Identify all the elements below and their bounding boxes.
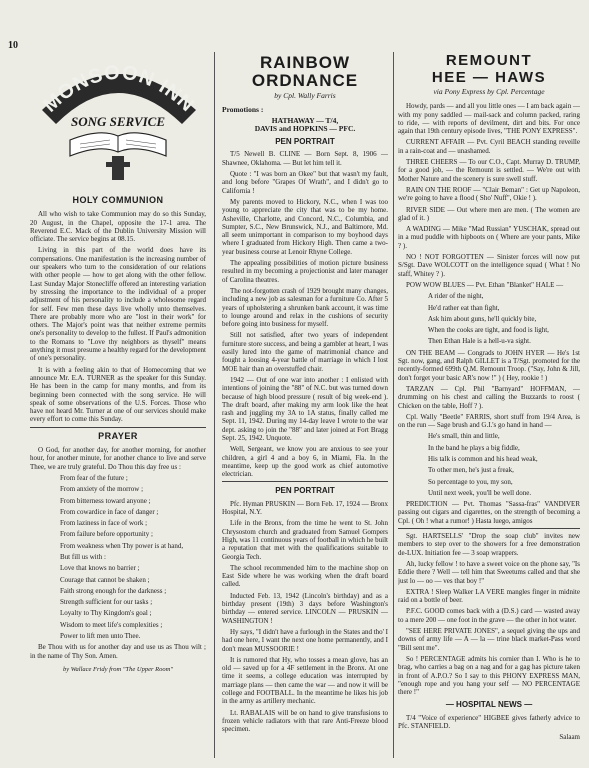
prayer-credit: by Wallace Fridy from "The Upper Room"	[62, 665, 174, 673]
pen-portrait-heading: PEN PORTRAIT	[275, 486, 335, 496]
article-paragraph: RIVER SIDE — Out where men are men. ( The women are glad of it. )	[398, 205, 580, 222]
article-paragraph: Howdy, pards — and all you little ones — I am back again — with my pony saddled — mail-sack and column packed, raring to ride, — with reports of devilment, dirt and bits. For once again that 19th century episode lives, "THE PONY EXPRESS".	[398, 102, 580, 136]
article-paragraph: PREDICTION — Pvt. Thomas "Sassa-fras" VANDIVER passing out cigars and cigarettes, on the strength of becoming a Cpl. ( Oh ! what a rumor! ) Hasta luego, amigos	[398, 500, 580, 525]
sign-off: Salaam	[559, 733, 580, 742]
column-left	[30, 52, 206, 762]
article-paragraph: THREE CHEERS — To our C.O., Capt. Murray D. TRUMP, for a good job, — the Remount is settled. — We're out with Mother Nature and the scenery is sure swell stuff.	[398, 158, 580, 183]
prayer-verse: Loyalty to Thy Kingdom's goal ;	[60, 609, 152, 618]
article-paragraph: 1942 — Out of one war into another : I enlisted with intentions of joining the "88" of N.C. but was turned down because of high blood pressure ( result of big week-end ). The draft board, after making my arm look like the heat rash and juggling my 3A to 1A status, finally called me Sept. 11, 1942. During my 14-day leave I wrote to the war dept. asking to join the "88" and later joined at Fort Bragg Sept. 25, 1942. Unquote.	[222, 375, 388, 442]
byline: via Pony Express by Cpl. Percentage	[433, 87, 545, 96]
article-paragraph: P.F.C. GOOD comes back with a (D.S.) card — wasted away to a mere 200 — one foot in the grave — the other in hot water.	[398, 607, 580, 624]
column-right	[398, 52, 580, 762]
promotion-line: HATHAWAY — T/4,	[271, 115, 339, 125]
poem-line: Ask him about guns, he'll quickly bite,	[428, 314, 537, 323]
logo-title-text: MONSOON INN	[39, 61, 199, 117]
article-paragraph: TARZAN — Cpl. Phil "Barnyard" HOFFMAN, — drumming on his chest and calling the Buzzards to roost ( Chicken on the table, Hoff ? ).	[398, 384, 580, 410]
article-paragraph: EXTRA ! Sleep Walker LA VERE mangles finger in midnite raid on a bottle of beer.	[398, 587, 580, 605]
article-paragraph: T/5 Newell B. CLINE — Born Sept. 8, 1906 — Shawnee, Oklahoma. — But let him tell it.	[222, 150, 388, 167]
column-rule-right	[393, 52, 394, 758]
poem-line: In the band he plays a big fiddle,	[428, 443, 520, 452]
prayer-close: Be Thou with us for another day and use us as Thou wilt ; in the name of Thy Son. Amen.	[30, 643, 206, 660]
prayer-verse: From weakness when Thy power is at hand,	[60, 541, 184, 550]
divider	[398, 528, 580, 529]
prayer-verse: From bitterness toward anyone ;	[60, 496, 151, 505]
article-paragraph: Lt. RABALAIS will be on hand to give transfusions to frozen vehicle radiators with that rare Anti-Freeze blood specimen.	[222, 708, 388, 734]
article-paragraph: Pfc. Hyman PRUSKIN — Born Feb. 17, 1924 — Bronx Hospital, N.Y.	[222, 499, 388, 517]
article-paragraph: Ah, lucky fellow ! to have a sweet voice on the phone say, "Is Eddie there ? Well — tell him that Sweetums called and that she just lo — oo — ves that boy !"	[398, 559, 580, 585]
article-paragraph: Quote : "I was born an Okee" but that wasn't my fault, and long before "Grapes Of Wrath", and I didn't go to California !	[222, 170, 388, 195]
prayer-intro: O God, for another day, for another morning, for another hour, for another minute, for another chance to live and serve Thee, we are truly grateful. Do Thou this day free us :	[30, 446, 206, 471]
article-paragraph: Hy says, "I didn't have a furlough in the States and tho' I had one here, I want the next one home permanently, and I don't mean MUSSOORIE !	[222, 627, 388, 653]
prayer-verse: From laziness in face of work ;	[60, 519, 148, 528]
column-rule-left	[214, 52, 215, 758]
article-paragraph: CURRENT AFFAIR — Pvt. Cyril BEACH standing reveille in a rain-coat and — unashamed.	[398, 138, 580, 155]
promotion-line: DAVIS and HOPKINS — PFC.	[254, 123, 356, 133]
holy-communion-text: All who wish to take Communion may do so this Sunday, 20 August, in the Chapel, opposite the 17-1 area. The Reverend E.C. Mack of the Dublin University Mission will officiate. The service begins at 08.15.	[30, 210, 206, 244]
hee-haws-title: HEE — HAWS	[431, 69, 547, 86]
prayer-heading: PRAYER	[98, 430, 138, 441]
article-paragraph: Sgt. HARTSELLS' "Drop the soap club" invites new members to step over to the showers for a free demonstration de-LUX. Initiation fee — 3 soap wrappers.	[398, 532, 580, 557]
article-paragraph: Still not satisfied, after two years of independent furniture store success, and being a gambler at heart, I was easily lured into the game of matrimonial chance and fought a loosing 4-year battle of marriage in which I lost MOE hair than an overstuffed chair.	[222, 331, 388, 373]
article-paragraph: "SEE HERE PRIVATE JONES", a sequel giving the ups and downs of army life — A — la — trine black market-Pass word "Bill sent me".	[398, 627, 580, 652]
promotions-label: Promotions :	[222, 105, 264, 115]
article-paragraph: The not-forgotten crash of 1929 brought many changes, including a new job as salesman for a furniture Co. After 5 years of upholstering a shrunken bank account, it was time to lounge around and relax in the cushions of security before going into business for myself.	[222, 286, 388, 329]
article-paragraph: A WADING — Mike "Mad Russian" YUSCHAK, spread out in a mud puddle with hipboots on ( Where are your pants, Mike ? ).	[398, 225, 580, 250]
holy-communion-heading: HOLY COMMUNION	[72, 195, 164, 205]
prayer-verse: Wisdom to meet life's complexities ;	[60, 620, 163, 629]
divider	[222, 481, 388, 482]
monsoon-inn-logo	[30, 52, 206, 192]
prayer-verse: But fill us with :	[60, 552, 106, 561]
prayer-verse: From anxiety of the morrow ;	[60, 485, 144, 494]
article-paragraph: ON THE BEAM — Congrads to JOHN HYER — He's 1st Sgt. now, gang, and Ralph GILLET is a T/Sgt. promoted for the recently-formed 699th Q.M. Remount Troop. ("Say, John & Jill, don't forget your basic AR's now !" ) ( Hey, rookie ! )	[398, 348, 580, 382]
pen-portrait-heading: PEN PORTRAIT	[275, 137, 335, 147]
prayer-verse: From cowardice in face of danger ;	[60, 507, 159, 516]
article-paragraph: My parents moved to Hickory, N.C., when I was too young to appreciate the city that was to be my home. Asheville, Charlotte, and Concord, N.C., Columbia, and Sumpter, S.C., New Brunswick, N.J., and Baltimore, Md. all seem unimportant in comparison to my boyhood days where I graduated from Hickory High. Then came a two-year business course at Lenoir Rhyne College.	[222, 197, 388, 256]
poem-line: Until next week, you'll be well done.	[428, 488, 532, 497]
article-paragraph: NO ! NOT FORGOTTEN — Sinister forces will now put S/Sgt. Dave WOLCOTT on the intelligence squad ( What ! No staff, Whitey ? ).	[398, 253, 580, 278]
prayer-verse: Strength sufficient for our tasks ;	[60, 598, 153, 607]
poem-line: A rider of the night,	[428, 292, 484, 301]
page-number: 10	[8, 40, 18, 51]
byline: by Cpl. Wally Farris	[274, 91, 336, 100]
article-paragraph: RAIN ON THE ROOF — "Clair Beman" : Get up Napoleon, we're going to have a flood ( Sho' Nuff", Okie ! ).	[398, 185, 580, 203]
divider	[30, 427, 206, 428]
article-paragraph: The appealing possibilities of motion picture business resulted in my becoming a projectionist and later manager of Carolina theatres.	[222, 259, 388, 284]
article-paragraph: So ! PERCENTAGE admits his cornier than I. Who is he to brag, who carries a bag on a nag and for a gag has picture taken in front of A.P.O.? So I say to this PHONY EXPRESS MAN, "enough rope and you hang your self — NO PERCENTAGE there !"	[398, 654, 580, 697]
article-paragraph: It is rumored that Hy, who tosses a mean glove, has an old — saved up for a 4F settlement in the Bronx. At one time it seems, a college education was interrupted by marriage plans — then came the war — and now it will be college and FOOTBALL. In the meantime he likes his job in the army as artillery mechanic.	[222, 655, 388, 706]
article-paragraph: T/4 "Voice of experience" HIGBEE gives fatherly advice to Pfc. STANFIELD.	[398, 713, 580, 730]
article-paragraph: Inducted Feb. 13, 1942 (Lincoln's birthday) and as a birthday present (19th) 3 days before Washington's birthday — entered service. LINCOLN — PRUSKIN — WASHINGTON !	[222, 591, 388, 625]
article-paragraph: Life in the Bronx, from the time he went to St. John Chrysostom church and graduated from Samuel Gompers High, was 11 continuous years of football in which he built a reputation that met with the qualifications suitable to Georgia Tech.	[222, 519, 388, 561]
poem-line: His talk is common and his head weak,	[428, 454, 538, 463]
article-paragraph: It is with a feeling akin to that of Homecoming that we announce Mr. E.A. TURNER as the speaker for this Sunday. He has been in the camp for many months, and from its beginning been connected with the song service. He will speak of some observations of the U.S. Forces. Those who have not heard Mr. Turner at one of our services should make every effort to come this Sunday.	[30, 365, 206, 424]
poem-line: To other men, he's just a freak,	[428, 466, 514, 475]
prayer-verse: Love that knows no barrier ;	[60, 564, 140, 573]
rainbow-ordnance-title: RAINBOW ORDNANCE	[251, 53, 359, 90]
article-paragraph: Cpl. Wally "Beetle" FARRIS, short stuff from 19/4 Area, is on the run — Sage brush and G.I.'s go hand in hand —	[398, 412, 580, 430]
prayer-verse: Courage that cannot be shaken ;	[60, 575, 150, 584]
article-paragraph: POW WOW BLUES — Pvt. Ethan "Blanket" HALE —	[406, 280, 564, 289]
prayer-verse: From failure before opportunity ;	[60, 530, 153, 539]
poem-line: He's small, thin and little,	[428, 432, 500, 441]
prayer-verse: Power to lift men unto Thee.	[60, 632, 141, 641]
article-paragraph: Living in this part of the world does have its compensations. One manifestation is the increasing number of our speakers who turn to the consideration of our relations with other people — how to get along with the other fellow. Last Sunday Major Stonecliffe offered an interesting variation by stressing the importance to the individual of a proper adjustment of his personality to include a wholesome regard for self. Few men these days live wholly unto themselves. There are probably more who are "lost in their work" for others. The Major's point was that neither extreme permits one's personality to develop to the fullest. If Paul's admonition to the Romans to "Love thy neighbors as thyself" means anything it must presume a healthy regard for the development of one's personality.	[30, 246, 206, 363]
prayer-verses	[30, 474, 206, 640]
poem-line: He'd rather eat than fight,	[428, 303, 500, 312]
logo-subtitle-text: SONG SERVICE	[70, 114, 166, 129]
article-paragraph: Well, Sergeant, we know you are anxious to see your children, a girl 4 and a boy 6, in Miami, Fla. In the meantime, keep up the good work as chief automotive electrician.	[222, 445, 388, 479]
remount-title: REMOUNT	[445, 52, 533, 69]
poem-line: Then Ethan Hale is a hell-u-va sight.	[428, 337, 531, 346]
column-middle	[222, 52, 388, 762]
prayer-verse: From fear of the future ;	[60, 473, 128, 482]
poem-line: So percentage to you, my son,	[428, 477, 513, 486]
hospital-news-heading: — HOSPITAL NEWS —	[445, 700, 533, 710]
poem-line: When the cooks are tight, and food is light,	[428, 326, 549, 335]
prayer-verse: Faith strong enough for the darkness ;	[60, 586, 167, 595]
article-paragraph: The school recommended him to the machine shop on East Side where he was working when the draft board called.	[222, 563, 388, 589]
